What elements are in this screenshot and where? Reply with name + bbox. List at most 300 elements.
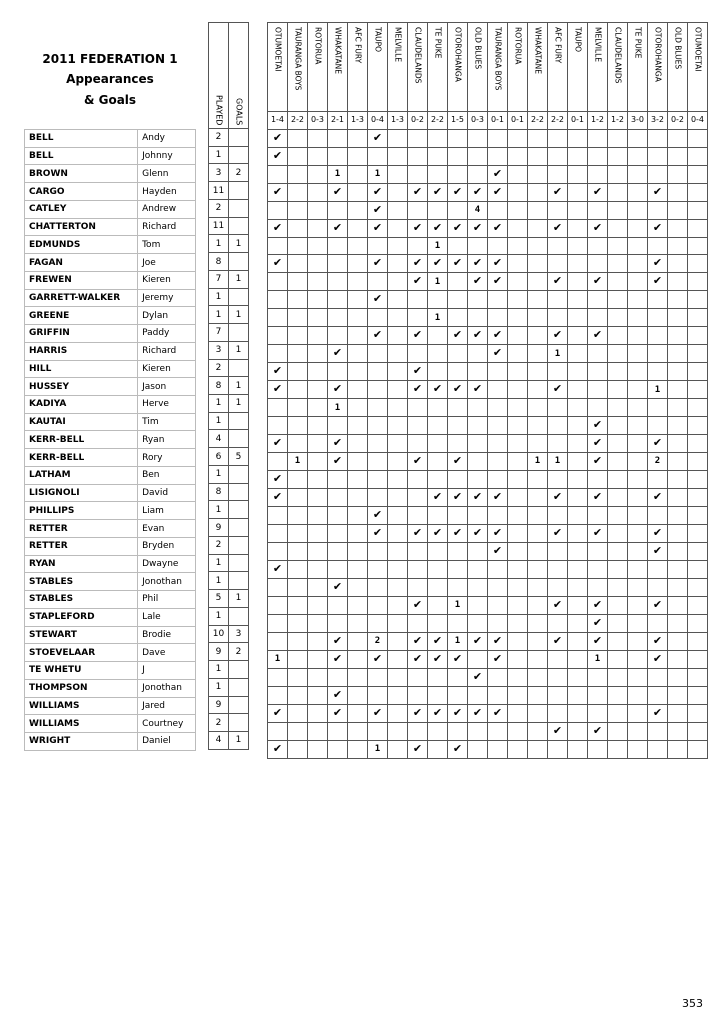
- player-stats-row: [209, 714, 249, 732]
- match-cell: [268, 722, 288, 740]
- opponent-header: [308, 23, 328, 112]
- opponent-name: AFC FURY: [353, 27, 363, 64]
- player-stats-row: [209, 306, 249, 324]
- player-first-name: Jared: [138, 697, 196, 715]
- match-cell: [668, 219, 688, 237]
- goals-count: 1: [229, 395, 249, 413]
- match-cell: [608, 416, 628, 434]
- player-stats-row: [209, 235, 249, 253]
- match-cell: [508, 399, 528, 417]
- match-cell: [628, 524, 648, 542]
- goals-count: 2: [229, 164, 249, 182]
- match-cell: [628, 363, 648, 381]
- player-stats-row: [209, 395, 249, 413]
- match-cell: [568, 506, 588, 524]
- played-count: 11: [209, 217, 229, 235]
- match-cell: [548, 650, 568, 668]
- match-cell: [468, 363, 488, 381]
- opponent-name: CLAUDELANDS: [413, 27, 423, 84]
- match-cell: [468, 183, 488, 201]
- match-cell: [488, 722, 508, 740]
- player-surname: CHATTERTON: [25, 218, 138, 236]
- match-cell: [308, 686, 328, 704]
- played-count: 7: [209, 324, 229, 342]
- match-cell: [368, 165, 388, 183]
- match-cell: [288, 327, 308, 345]
- player-surname: FREWEN: [25, 271, 138, 289]
- match-cell: [488, 434, 508, 452]
- match-cell: [508, 470, 528, 488]
- match-cell: [408, 614, 428, 632]
- match-cell: [488, 704, 508, 722]
- match-cell: [368, 363, 388, 381]
- match-cell: [468, 704, 488, 722]
- match-cell: [608, 183, 628, 201]
- match-cell: [608, 201, 628, 219]
- match-cell: [448, 578, 468, 596]
- match-cell: [528, 704, 548, 722]
- match-cell: [448, 273, 468, 291]
- appearance-check-icon: ✔: [432, 651, 443, 665]
- match-cell: [688, 309, 708, 327]
- match-cell: [308, 147, 328, 165]
- match-cell: [668, 524, 688, 542]
- player-first-name: Liam: [138, 502, 196, 520]
- match-cell: [588, 434, 608, 452]
- match-cell: [328, 578, 348, 596]
- match-cell: [588, 165, 608, 183]
- match-cell: [468, 165, 488, 183]
- appearance-check-icon: ✔: [432, 256, 443, 270]
- match-cell: [348, 560, 368, 578]
- player-row: [25, 555, 196, 573]
- match-cell: [568, 327, 588, 345]
- match-cell: [348, 255, 368, 273]
- goals-count: 3: [229, 625, 249, 643]
- appearance-check-icon: ✔: [592, 220, 603, 234]
- match-cell: [508, 506, 528, 524]
- match-cell: [468, 506, 488, 524]
- player-match-row: [268, 183, 708, 201]
- player-surname: RETTER: [25, 520, 138, 538]
- match-cell: [688, 327, 708, 345]
- match-cell: [288, 273, 308, 291]
- goals-scored: 4: [474, 205, 481, 216]
- match-cell: [368, 147, 388, 165]
- player-row: [25, 413, 196, 431]
- match-cell: [288, 488, 308, 506]
- match-cell: [588, 237, 608, 255]
- match-cell: [348, 668, 368, 686]
- player-surname: KAUTAI: [25, 413, 138, 431]
- match-cell: [408, 632, 428, 650]
- match-cell: [388, 470, 408, 488]
- match-cell: [428, 399, 448, 417]
- player-match-row: [268, 560, 708, 578]
- opponent-name: TE PUKE: [633, 27, 643, 59]
- player-match-row: [268, 255, 708, 273]
- match-cell: [428, 129, 448, 147]
- appearance-check-icon: ✔: [412, 597, 423, 611]
- match-cell: [448, 722, 468, 740]
- match-cell: [508, 381, 528, 399]
- player-match-row: [268, 291, 708, 309]
- match-cell: [668, 165, 688, 183]
- player-row: [25, 431, 196, 449]
- match-cell: [548, 363, 568, 381]
- match-cell: [308, 183, 328, 201]
- played-count: 1: [209, 235, 229, 253]
- match-cell: [408, 381, 428, 399]
- match-cell: [668, 560, 688, 578]
- match-cell: [328, 632, 348, 650]
- appearance-check-icon: ✔: [492, 220, 503, 234]
- appearance-check-icon: ✔: [472, 669, 483, 683]
- match-cell: [268, 650, 288, 668]
- match-cell: [568, 668, 588, 686]
- match-cell: [648, 399, 668, 417]
- player-stats-row: [209, 288, 249, 306]
- match-cell: [408, 219, 428, 237]
- match-cell: [348, 452, 368, 470]
- match-cell: [668, 363, 688, 381]
- match-cell: [388, 452, 408, 470]
- match-cell: [688, 578, 708, 596]
- match-cell: [688, 704, 708, 722]
- opponent-header: [408, 23, 428, 112]
- match-cell: [668, 722, 688, 740]
- appearance-check-icon: ✔: [552, 633, 563, 647]
- match-cell: [588, 219, 608, 237]
- match-cell: [308, 632, 328, 650]
- match-cell: [488, 291, 508, 309]
- match-cell: [608, 291, 628, 309]
- match-cell: [488, 578, 508, 596]
- goals-count: 1: [229, 341, 249, 359]
- match-cell: [548, 291, 568, 309]
- match-cell: [628, 560, 648, 578]
- played-count: 3: [209, 341, 229, 359]
- match-cell: [408, 740, 428, 758]
- played-count: 7: [209, 270, 229, 288]
- match-cell: [528, 434, 548, 452]
- match-cell: [528, 327, 548, 345]
- match-cell: [328, 488, 348, 506]
- opponent-header: [428, 23, 448, 112]
- match-cell: [388, 722, 408, 740]
- match-cell: [288, 614, 308, 632]
- match-cell: [268, 614, 288, 632]
- match-cell: [308, 255, 328, 273]
- opponent-name: CLAUDELANDS: [613, 27, 623, 84]
- appearance-check-icon: ✔: [412, 453, 423, 467]
- match-cell: [448, 740, 468, 758]
- played-header: [209, 23, 229, 129]
- played-count: 1: [209, 678, 229, 696]
- match-cell: [468, 273, 488, 291]
- match-cell: [548, 237, 568, 255]
- match-cell: [588, 722, 608, 740]
- match-cell: [408, 273, 428, 291]
- appearance-check-icon: ✔: [592, 723, 603, 737]
- match-cell: [348, 488, 368, 506]
- match-cell: [588, 255, 608, 273]
- match-cell: [508, 578, 528, 596]
- match-cell: [688, 219, 708, 237]
- appearance-check-icon: ✔: [412, 220, 423, 234]
- match-cell: [288, 650, 308, 668]
- match-cell: [308, 740, 328, 758]
- match-cell: [528, 542, 548, 560]
- match-cell: [328, 363, 348, 381]
- match-cell: [548, 506, 568, 524]
- match-cell: [548, 632, 568, 650]
- player-first-name: David: [138, 484, 196, 502]
- player-first-name: Andy: [138, 130, 196, 148]
- player-stats-row: [209, 483, 249, 501]
- match-score: 0-1: [488, 112, 508, 130]
- match-cell: [368, 668, 388, 686]
- match-cell: [628, 650, 648, 668]
- goals-count: [229, 714, 249, 732]
- match-cell: [268, 668, 288, 686]
- match-cell: [588, 560, 608, 578]
- match-score: 2-2: [288, 112, 308, 130]
- match-cell: [308, 291, 328, 309]
- match-cell: [288, 416, 308, 434]
- match-cell: [508, 183, 528, 201]
- match-cell: [648, 722, 668, 740]
- match-cell: [448, 345, 468, 363]
- match-cell: [528, 416, 548, 434]
- match-cell: [668, 542, 688, 560]
- appearance-check-icon: ✔: [412, 274, 423, 288]
- player-surname: PHILLIPS: [25, 502, 138, 520]
- match-cell: [568, 470, 588, 488]
- appearance-check-icon: ✔: [452, 220, 463, 234]
- match-score: 1-2: [608, 112, 628, 130]
- match-cell: [468, 345, 488, 363]
- appearance-check-icon: ✔: [472, 705, 483, 719]
- match-cell: [308, 452, 328, 470]
- match-cell: [348, 434, 368, 452]
- player-first-name: Herve: [138, 396, 196, 414]
- appearance-check-icon: ✔: [372, 705, 383, 719]
- match-cell: [428, 183, 448, 201]
- opponent-name: OTUMOETAI: [273, 27, 283, 72]
- match-cell: [348, 309, 368, 327]
- match-score: 2-2: [528, 112, 548, 130]
- appearance-check-icon: ✔: [452, 328, 463, 342]
- goals-scored: 1: [434, 276, 441, 287]
- player-row: [25, 360, 196, 378]
- match-cell: [448, 291, 468, 309]
- match-cell: [408, 686, 428, 704]
- opponent-header: [548, 23, 568, 112]
- match-cell: [408, 542, 428, 560]
- match-cell: [448, 506, 468, 524]
- match-cell: [688, 255, 708, 273]
- match-cell: [628, 614, 648, 632]
- match-cell: [508, 596, 528, 614]
- match-cell: [548, 416, 568, 434]
- match-cell: [408, 488, 428, 506]
- player-row: [25, 644, 196, 662]
- match-cell: [328, 291, 348, 309]
- match-cell: [648, 740, 668, 758]
- match-cell: [648, 434, 668, 452]
- match-cell: [688, 560, 708, 578]
- opponent-name: TE PUKE: [433, 27, 443, 59]
- player-row: [25, 396, 196, 414]
- match-cell: [568, 686, 588, 704]
- player-stats-row: [209, 643, 249, 661]
- match-cell: [568, 129, 588, 147]
- match-cell: [588, 399, 608, 417]
- match-cell: [328, 309, 348, 327]
- player-row: [25, 466, 196, 484]
- match-cell: [308, 506, 328, 524]
- player-match-row: [268, 668, 708, 686]
- played-count: 1: [209, 465, 229, 483]
- match-cell: [428, 614, 448, 632]
- match-cell: [508, 273, 528, 291]
- match-cell: [528, 381, 548, 399]
- player-stats-row: [209, 253, 249, 271]
- match-cell: [288, 470, 308, 488]
- match-cell: [448, 255, 468, 273]
- match-cell: [668, 740, 688, 758]
- document-subtitle-appearances: Appearances: [66, 72, 154, 86]
- match-cell: [668, 147, 688, 165]
- match-cell: [668, 291, 688, 309]
- opponent-header: [388, 23, 408, 112]
- player-match-row: [268, 381, 708, 399]
- match-cell: [528, 686, 548, 704]
- opponent-name: TAURANGA BOYS: [293, 27, 303, 91]
- match-cell: [648, 237, 668, 255]
- match-cell: [368, 686, 388, 704]
- match-cell: [648, 596, 668, 614]
- match-cell: [448, 165, 468, 183]
- goals-count: [229, 253, 249, 271]
- player-first-name: Ryan: [138, 431, 196, 449]
- player-row: [25, 165, 196, 183]
- match-cell: [488, 237, 508, 255]
- player-row: [25, 573, 196, 591]
- match-cell: [628, 740, 648, 758]
- match-cell: [608, 147, 628, 165]
- match-cell: [308, 345, 328, 363]
- played-count: 1: [209, 554, 229, 572]
- match-cell: [568, 381, 588, 399]
- player-first-name: Andrew: [138, 200, 196, 218]
- appearance-check-icon: ✔: [412, 256, 423, 270]
- match-cell: [328, 686, 348, 704]
- match-cell: [348, 578, 368, 596]
- appearance-check-icon: ✔: [272, 382, 283, 396]
- match-cell: [328, 129, 348, 147]
- match-cell: [328, 273, 348, 291]
- match-cell: [488, 309, 508, 327]
- match-cell: [588, 416, 608, 434]
- match-cell: [448, 183, 468, 201]
- match-cell: [348, 650, 368, 668]
- appearance-check-icon: ✔: [452, 489, 463, 503]
- match-cell: [308, 309, 328, 327]
- player-match-row: [268, 201, 708, 219]
- player-row: [25, 342, 196, 360]
- match-cell: [628, 596, 648, 614]
- match-cell: [588, 381, 608, 399]
- match-cell: [628, 686, 648, 704]
- match-score: 0-3: [468, 112, 488, 130]
- match-cell: [308, 722, 328, 740]
- match-cell: [468, 614, 488, 632]
- match-cell: [428, 488, 448, 506]
- goals-header-label: GOALS: [234, 97, 244, 125]
- match-cell: [588, 578, 608, 596]
- match-cell: [288, 704, 308, 722]
- match-cell: [488, 363, 508, 381]
- match-cell: [528, 740, 548, 758]
- match-cell: [308, 416, 328, 434]
- goals-scored: 1: [534, 456, 541, 467]
- match-cell: [408, 506, 428, 524]
- match-cell: [568, 488, 588, 506]
- match-cell: [388, 686, 408, 704]
- goals-scored: 2: [654, 456, 661, 467]
- match-cell: [268, 399, 288, 417]
- match-cell: [308, 381, 328, 399]
- opponent-name: AFC FURY: [553, 27, 563, 64]
- match-cell: [288, 381, 308, 399]
- match-cell: [448, 201, 468, 219]
- appearance-check-icon: ✔: [372, 651, 383, 665]
- match-cell: [368, 560, 388, 578]
- goals-scored: 1: [454, 636, 461, 647]
- match-cell: [368, 614, 388, 632]
- appearance-check-icon: ✔: [432, 705, 443, 719]
- match-cell: [488, 219, 508, 237]
- match-cell: [408, 722, 428, 740]
- player-row: [25, 626, 196, 644]
- match-cell: [608, 740, 628, 758]
- match-cell: [408, 524, 428, 542]
- player-row: [25, 218, 196, 236]
- appearance-check-icon: ✔: [592, 184, 603, 198]
- opponent-header: [348, 23, 368, 112]
- match-cell: [548, 578, 568, 596]
- appearance-check-icon: ✔: [592, 633, 603, 647]
- match-cell: [508, 237, 528, 255]
- appearance-check-icon: ✔: [332, 220, 343, 234]
- match-cell: [288, 578, 308, 596]
- opponent-header: [568, 23, 588, 112]
- match-cell: [408, 560, 428, 578]
- match-score: 1-5: [448, 112, 468, 130]
- match-cell: [528, 399, 548, 417]
- match-cell: [368, 524, 388, 542]
- match-cell: [308, 596, 328, 614]
- match-cell: [388, 506, 408, 524]
- player-first-name: J: [138, 662, 196, 680]
- match-cell: [588, 147, 608, 165]
- match-cell: [508, 614, 528, 632]
- goals-count: 5: [229, 448, 249, 466]
- match-cell: [268, 578, 288, 596]
- goals-scored: 1: [294, 456, 301, 467]
